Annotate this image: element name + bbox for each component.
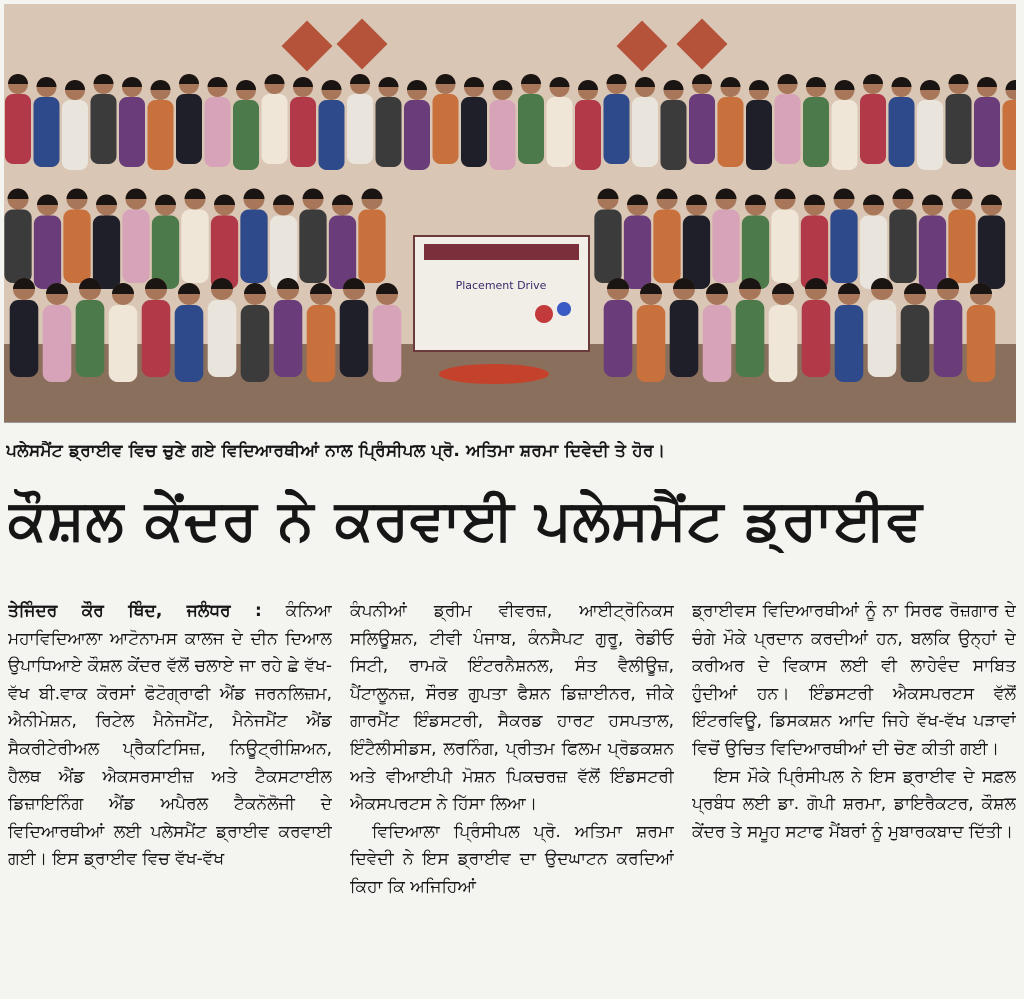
person-figure <box>974 77 1000 167</box>
person-figure <box>624 195 651 290</box>
person-figure <box>775 74 801 164</box>
article-body <box>8 598 1016 994</box>
person-figure <box>62 80 88 170</box>
person-figure <box>889 77 915 167</box>
person-figure <box>653 189 680 284</box>
person-figure <box>319 80 345 170</box>
paragraph-2: ਕੰਪਨੀਆਂ ਡ੍ਰੀਮ ਵੀਵਰਜ਼, ਆਈਟ੍ਰੋਨਿਕਸ ਸਲਿਊਸ਼ਨ, ਟੀਵੀ ਪੰਜਾਬ, ਕੰਨਸੈਪਟ ਗੁਰੂ, ਰੇਡੀਓ ਸਿਟੀ, ਰਾਮਕੋ ਇੰਟਰਨੈਸ਼ਨਲ, ਸੰਤ ਵੈਲੀਊਜ਼, ਪੈਂਟਾਲੂਨਜ਼, ਸੌਰਭ ਗੁਪਤਾ ਫੈਸ਼ਨ ਡਿਜ਼ਾਈਨਰ, ਜੀਕੇ ਗਾਰਮੈਂਟ ਇੰਡਸਟਰੀ, ਸੈਕਰਡ ਹਾਰਟ ਹਸਪਤਾਲ, ਇੰਟੈਲੀਸੀਡਸ, ਲਰਨਿੰਗ, ਪ੍ਰੀਤਮ ਫਿਲਮ ਪ੍ਰੋਡਕਸ਼ਨ ਅਤੇ ਵੀਆਈਪੀ ਮੋਸ਼ਨ ਪਿਕਚਰਜ਼ ਵੱਲੋਂ ਇੰਡਸਟਰੀ ਐਕਸਪਰਟਸ ਨੇ ਹਿੱਸਾ ਲਿਆ। <box>350 601 674 815</box>
person-figure <box>718 77 744 167</box>
person-figure <box>948 189 975 284</box>
person-figure <box>746 80 772 170</box>
person-figure <box>148 80 174 170</box>
person-figure <box>358 189 385 284</box>
article-column-2 <box>350 598 674 994</box>
person-figure <box>340 278 369 377</box>
person-figure <box>373 283 402 382</box>
person-figure <box>917 80 943 170</box>
person-figure <box>307 283 336 382</box>
article-column-1 <box>8 598 332 994</box>
person-figure <box>262 74 288 164</box>
person-figure <box>490 80 516 170</box>
person-figure <box>802 278 831 377</box>
person-figure <box>119 77 145 167</box>
person-figure <box>860 74 886 164</box>
person-figure <box>240 189 267 284</box>
placement-poster <box>414 236 589 351</box>
person-figure <box>433 74 459 164</box>
person-figure <box>604 278 633 377</box>
person-figure <box>152 195 179 290</box>
person-figure <box>637 283 666 382</box>
person-figure <box>404 80 430 170</box>
person-figure <box>934 278 963 377</box>
person-figure <box>801 195 828 290</box>
person-figure <box>43 283 72 382</box>
poster-text: Placement Drive <box>455 279 547 292</box>
article-column-3 <box>692 598 1016 994</box>
person-figure <box>299 189 326 284</box>
person-figure <box>978 195 1005 290</box>
person-figure <box>274 278 303 377</box>
person-figure <box>176 74 202 164</box>
person-figure <box>233 80 259 170</box>
person-figure <box>661 80 687 170</box>
person-figure <box>205 77 231 167</box>
person-figure <box>689 74 715 164</box>
person-figure <box>830 189 857 284</box>
person-figure <box>181 189 208 284</box>
person-figure <box>967 283 996 382</box>
person-figure <box>10 278 39 377</box>
paragraph-1: ਕੰਨਿਆ ਮਹਾਵਿਦਿਆਲਾ ਆਟੋਨਾਮਸ ਕਾਲਜ ਦੇ ਦੀਨ ਦਿਆਲ ਉਪਾਧਿਆਏ ਕੌਸ਼ਲ ਕੇਂਦਰ ਵੱਲੋਂ ਚਲਾਏ ਜਾ ਰਹੇ ਛੇ ਵੱਖ-ਵੱਖ ਬੀ.ਵਾਕ ਕੋਰਸਾਂ ਫੋਟੋਗ੍ਰਾਫੀ ਐਂਡ ਜਰਨਲਿਜ਼ਮ, ਐਨੀਮੇਸ਼ਨ, ਰਿਟੇਲ ਮੈਨੇਜਮੈਂਟ, ਮੈਨੇਜਮੈਂਟ ਐਂਡ ਸੈਕਰੀਟੇਰੀਅਲ ਪ੍ਰੈਕਟਿਸਿਜ਼, ਨਿਊਟ੍ਰੀਸ਼ਿਅਨ, ਹੈਲਥ ਐਂਡ ਐਕਸਰਸਾਈਜ਼ ਅਤੇ ਟੈਕਸਟਾਈਲ ਡਿਜ਼ਾਇਨਿੰਗ ਐਂਡ ਅਪੈਰਲ ਟੈਕਨੋਲੋਜੀ ਦੇ ਵਿਦਿਆਰਥੀਆਂ ਲਈ ਪਲੇਸਮੈਂਟ ਡ੍ਰਾਈਵ ਕਰਵਾਈ ਗਈ। ਇਸ ਡ੍ਰਾਈਵ ਵਿਚ ਵੱਖ-ਵੱਖ <box>8 601 332 870</box>
person-figure <box>946 74 972 164</box>
person-figure <box>109 283 138 382</box>
byline: ਤੇਜਿੰਦਰ ਕੌਰ ਥਿੰਦ, ਜਲੰਧਰ : <box>8 601 262 621</box>
person-figure <box>594 189 621 284</box>
paragraph-3: ਵਿਦਿਆਲਾ ਪ੍ਰਿੰਸੀਪਲ ਪ੍ਰੋ. ਅਤਿਮਾ ਸ਼ਰਮਾ ਦਿਵੇਦੀ ਨੇ ਇਸ ਡ੍ਰਾਈਵ ਦਾ ਉਦਘਾਟਨ ਕਰਦਿਆਂ ਕਿਹਾ ਕਿ ਅਜਿਹਿਆਂ <box>350 821 674 897</box>
person-figure <box>518 74 544 164</box>
person-figure <box>868 278 897 377</box>
person-figure <box>122 189 149 284</box>
person-figure <box>347 74 373 164</box>
person-figure <box>175 283 204 382</box>
paragraph-5: ਇਸ ਮੌਕੇ ਪ੍ਰਿੰਸੀਪਲ ਨੇ ਇਸ ਡ੍ਰਾਈਵ ਦੇ ਸਫ਼ਲ ਪ੍ਰਬੰਧ ਲਈ ਡਾ. ਗੋਪੀ ਸ਼ਰਮਾ, ਡਾਇਰੈਕਟਰ, ਕੌਸ਼ਲ ਕੇਂਦਰ ਤੇ ਸਮੂਹ ਸਟਾਫ ਮੈਂਬਰਾਂ ਨੂੰ ਮੁਬਾਰਕਬਾਦ ਦਿੱਤੀ। <box>692 766 1016 842</box>
headline: ਕੌਸ਼ਲ ਕੇਂਦਰ ਨੇ ਕਰਵਾਈ ਪਲੇਸਮੈਂਟ ਡ੍ਰਾਈਵ <box>8 489 923 553</box>
person-figure <box>604 74 630 164</box>
person-figure <box>769 283 798 382</box>
person-figure <box>712 189 739 284</box>
person-figure <box>803 77 829 167</box>
person-figure <box>736 278 765 377</box>
person-figure <box>270 195 297 290</box>
person-figure <box>93 195 120 290</box>
person-figure <box>91 74 117 164</box>
person-figure <box>919 195 946 290</box>
person-figure <box>575 80 601 170</box>
person-figure <box>461 77 487 167</box>
person-figure <box>376 77 402 167</box>
person-figure <box>771 189 798 284</box>
person-figure <box>670 278 699 377</box>
person-figure <box>703 283 732 382</box>
person-figure <box>832 80 858 170</box>
person-figure <box>683 195 710 290</box>
person-figure <box>34 195 61 290</box>
standing-row <box>5 74 1016 170</box>
news-photo <box>4 4 1016 423</box>
person-figure <box>5 74 31 164</box>
photo-caption: ਪਲੇਸਮੈਂਟ ਡ੍ਰਾਈਵ ਵਿਚ ਚੁਣੇ ਗਏ ਵਿਦਿਆਰਥੀਆਂ ਨਾਲ ਪ੍ਰਿੰਸੀਪਲ ਪ੍ਰੋ. ਅਤਿਮਾ ਸ਼ਰਮਾ ਦਿਵੇਦੀ ਤੇ ਹੋਰ। <box>6 441 666 461</box>
person-figure <box>632 77 658 167</box>
person-figure <box>860 195 887 290</box>
person-figure <box>34 77 60 167</box>
person-figure <box>547 77 573 167</box>
person-figure <box>329 195 356 290</box>
person-figure <box>901 283 930 382</box>
person-figure <box>142 278 171 377</box>
group-photo-illustration <box>4 4 1016 422</box>
person-figure <box>208 278 237 377</box>
person-figure <box>835 283 864 382</box>
person-figure <box>76 278 105 377</box>
person-figure <box>211 195 238 290</box>
person-figure <box>63 189 90 284</box>
person-figure <box>290 77 316 167</box>
rangoli <box>439 364 549 384</box>
person-figure <box>889 189 916 284</box>
person-figure <box>742 195 769 290</box>
paragraph-4: ਡ੍ਰਾਈਵਸ ਵਿਦਿਆਰਥੀਆਂ ਨੂੰ ਨਾ ਸਿਰਫ ਰੋਜ਼ਗਾਰ ਦੇ ਚੰਗੇ ਮੌਕੇ ਪ੍ਰਦਾਨ ਕਰਦੀਆਂ ਹਨ, ਬਲਕਿ ਉਨ੍ਹਾਂ ਦੇ ਕਰੀਅਰ ਦੇ ਵਿਕਾਸ ਲਈ ਵੀ ਲਾਹੇਵੰਦ ਸਾਬਿਤ ਹੁੰਦੀਆਂ ਹਨ। ਇੰਡਸਟਰੀ ਐਕਸਪਰਟਸ ਵੱਲੋਂ ਇੰਟਰਵਿਊ, ਡਿਸਕਸ਼ਨ ਆਦਿ ਜਿਹੇ ਵੱਖ-ਵੱਖ ਪੜਾਵਾਂ ਵਿਚੋਂ ਉਚਿਤ ਵਿਦਿਆਰਥੀਆਂ ਦੀ ਚੋਣ ਕੀਤੀ ਗਈ। <box>692 601 1016 759</box>
person-figure <box>4 189 31 284</box>
person-figure <box>241 283 270 382</box>
